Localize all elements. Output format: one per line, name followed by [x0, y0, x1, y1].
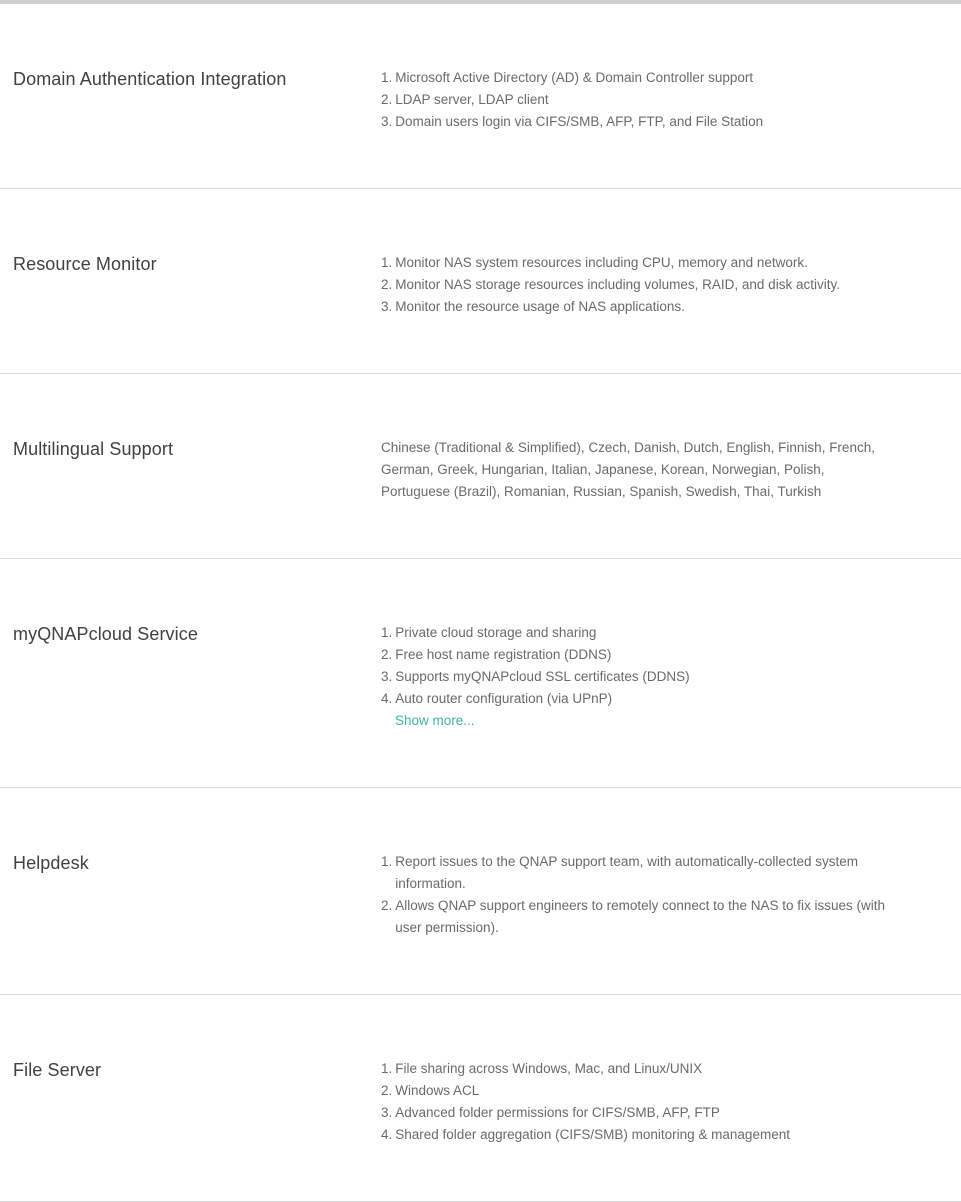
list-item-number: 2. — [381, 92, 393, 107]
feature-content-column — [381, 851, 886, 939]
feature-text: Chinese (Traditional & Simplified), Czech, Danish, Dutch, English, Finnish, French, German, Greek, Hungarian, Italian, Japanese, Korean, Norwegian, Polish, Portuguese (Brazil), Romanian, Russian, Spanish, Swedish, Thai, Turkish — [381, 440, 875, 499]
feature-list-item — [381, 252, 886, 274]
list-item-text: Supports myQNAPcloud SSL certificates (DDNS) — [395, 669, 690, 684]
feature-list-item — [381, 1102, 886, 1124]
list-item-text: Monitor the resource usage of NAS applications. — [395, 299, 685, 314]
feature-list-item — [381, 89, 886, 111]
feature-title-column — [0, 437, 381, 461]
feature-title: myQNAPcloud Service — [13, 624, 198, 644]
feature-content-column — [381, 67, 886, 133]
feature-list-item — [381, 67, 886, 89]
list-item-number: 1. — [381, 255, 393, 270]
list-item-number: 3. — [381, 299, 393, 314]
list-item-number: 3. — [381, 669, 393, 684]
list-item-text: Free host name registration (DDNS) — [395, 647, 612, 662]
list-item-number: 1. — [381, 1061, 393, 1076]
feature-sections — [0, 4, 961, 1202]
feature-list-item — [381, 851, 886, 895]
show-more-link[interactable]: Show more... — [395, 713, 475, 728]
list-item-text: Allows QNAP support engineers to remotely connect to the NAS to fix issues (with user permission). — [395, 898, 885, 935]
feature-row-helpdesk — [0, 788, 961, 995]
list-item-number: 2. — [381, 647, 393, 662]
feature-list-item — [381, 296, 886, 318]
feature-list-item — [381, 111, 886, 133]
feature-title: Domain Authentication Integration — [13, 69, 287, 89]
feature-title-column — [0, 851, 381, 875]
feature-list — [381, 252, 886, 318]
feature-content-column — [381, 622, 886, 732]
list-item-number: 2. — [381, 1083, 393, 1098]
feature-list-item — [381, 274, 886, 296]
feature-list-item — [381, 622, 886, 644]
feature-content-column — [381, 1058, 886, 1146]
feature-row-domain-authentication-integration — [0, 4, 961, 189]
feature-title-column — [0, 1058, 381, 1082]
feature-list-item — [381, 1080, 886, 1102]
feature-title-column — [0, 67, 381, 91]
feature-list-item — [381, 1058, 886, 1080]
feature-title-column — [0, 622, 381, 646]
list-item-number: 4. — [381, 1127, 393, 1142]
list-item-number: 1. — [381, 625, 393, 640]
list-item-number: 1. — [381, 70, 393, 85]
list-item-number: 2. — [381, 277, 393, 292]
feature-title: File Server — [13, 1060, 102, 1080]
feature-row-file-server — [0, 995, 961, 1202]
feature-list-item — [381, 895, 886, 939]
feature-title: Resource Monitor — [13, 254, 157, 274]
feature-title: Helpdesk — [13, 853, 89, 873]
list-item-text: Auto router configuration (via UPnP) — [395, 691, 613, 706]
feature-row-myqnapcloud-service — [0, 559, 961, 788]
list-item-number: 2. — [381, 898, 393, 913]
list-item-text: Monitor NAS storage resources including volumes, RAID, and disk activity. — [395, 277, 840, 292]
feature-list — [381, 622, 886, 710]
feature-title-column — [0, 252, 381, 276]
feature-row-multilingual-support — [0, 374, 961, 559]
list-item-text: File sharing across Windows, Mac, and Linux/UNIX — [395, 1061, 703, 1076]
list-item-text: Monitor NAS system resources including CPU, memory and network. — [395, 255, 808, 270]
list-item-text: Microsoft Active Directory (AD) & Domain Controller support — [395, 70, 754, 85]
list-item-number: 3. — [381, 114, 393, 129]
list-item-text: Report issues to the QNAP support team, with automatically-collected system information. — [395, 854, 858, 891]
feature-title: Multilingual Support — [13, 439, 174, 459]
feature-list-item — [381, 1124, 886, 1146]
feature-content-column — [381, 437, 886, 503]
list-item-text: Domain users login via CIFS/SMB, AFP, FTP, and File Station — [395, 114, 764, 129]
list-item-text: Shared folder aggregation (CIFS/SMB) monitoring & management — [395, 1127, 790, 1142]
list-item-text: Windows ACL — [395, 1083, 480, 1098]
list-item-text: Advanced folder permissions for CIFS/SMB, AFP, FTP — [395, 1105, 720, 1120]
list-item-text: Private cloud storage and sharing — [395, 625, 597, 640]
list-item-number: 1. — [381, 854, 393, 869]
feature-list — [381, 67, 886, 133]
feature-list — [381, 1058, 886, 1146]
feature-row-resource-monitor — [0, 189, 961, 374]
feature-content-column — [381, 252, 886, 318]
feature-list-item — [381, 644, 886, 666]
feature-list — [381, 851, 886, 939]
list-item-number: 3. — [381, 1105, 393, 1120]
feature-list-item — [381, 688, 886, 710]
list-item-text: LDAP server, LDAP client — [395, 92, 549, 107]
feature-list-item — [381, 666, 886, 688]
list-item-number: 4. — [381, 691, 393, 706]
